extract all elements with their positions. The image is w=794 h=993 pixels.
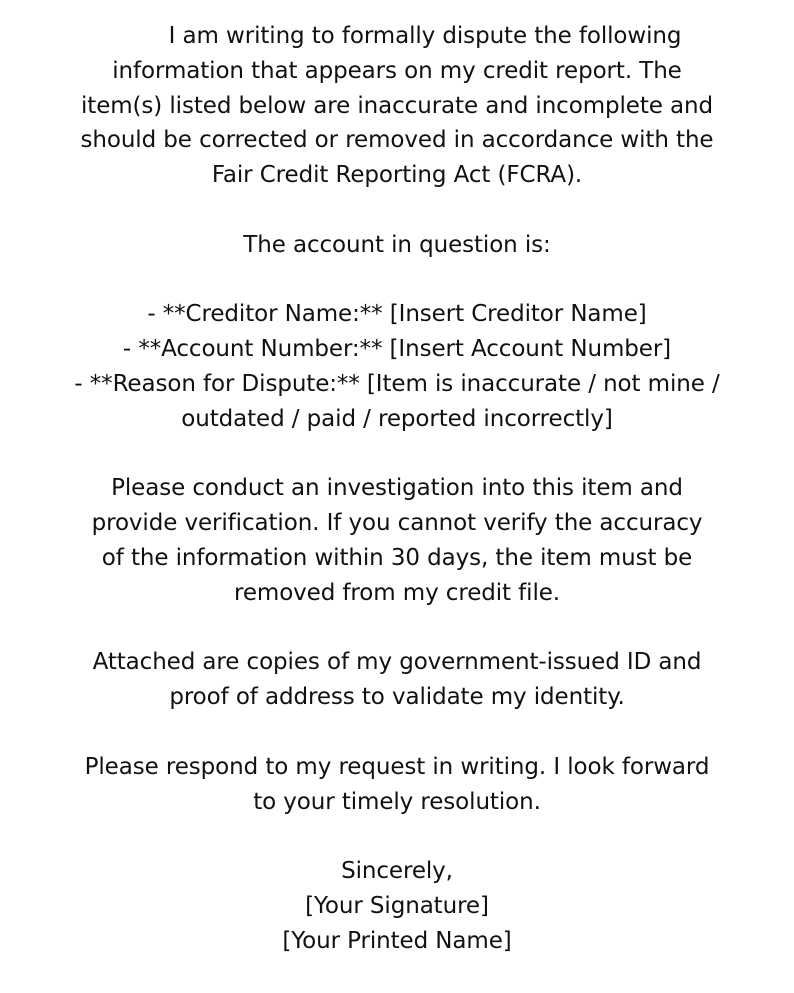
account-heading-paragraph <box>0 228 794 263</box>
reason-for-dispute-line: - **Reason for Dispute:** [Item is inaccurate / not mine / <box>74 370 720 397</box>
text-line <box>0 19 794 54</box>
intro-line-1: I am writing to formally dispute the following <box>168 23 682 49</box>
closing-block <box>0 854 794 958</box>
response-paragraph <box>0 750 794 820</box>
response-line-2: to your timely resolution. <box>253 788 541 815</box>
intro-line-3: item(s) listed below are inaccurate and incomplete and <box>80 92 713 119</box>
account-number-line: - **Account Number:** [Insert Account Number] <box>122 336 672 363</box>
reason-for-dispute-continuation: outdated / paid / reported incorrectly] <box>181 405 613 432</box>
dispute-letter-body <box>0 19 794 959</box>
investigation-line-2: provide verification. If you cannot verify the accuracy <box>91 510 703 537</box>
intro-line-4: should be corrected or removed in accordance with the <box>80 127 714 154</box>
closing-salutation: Sincerely, <box>341 858 453 885</box>
creditor-name-line: - **Creditor Name:** [Insert Creditor Name] <box>147 301 647 328</box>
attachments-line-2: proof of address to validate my identity. <box>169 684 625 711</box>
response-line-1: Please respond to my request in writing. I look forward <box>84 753 710 780</box>
intro-paragraph <box>0 19 794 193</box>
investigation-paragraph <box>0 471 794 610</box>
intro-line-5: Fair Credit Reporting Act (FCRA). <box>211 162 583 189</box>
account-heading: The account in question is: <box>243 231 551 258</box>
attachments-paragraph <box>0 645 794 715</box>
attachments-line-1: Attached are copies of my government-issued ID and <box>92 649 702 676</box>
account-details-list <box>0 297 794 436</box>
investigation-line-4: removed from my credit file. <box>233 579 561 606</box>
printed-name-placeholder: [Your Printed Name] <box>282 927 512 954</box>
investigation-line-1: Please conduct an investigation into this item and <box>111 475 683 502</box>
intro-line-2: information that appears on my credit report. The <box>112 57 682 84</box>
investigation-line-3: of the information within 30 days, the item must be <box>101 544 693 571</box>
signature-placeholder: [Your Signature] <box>305 892 489 919</box>
